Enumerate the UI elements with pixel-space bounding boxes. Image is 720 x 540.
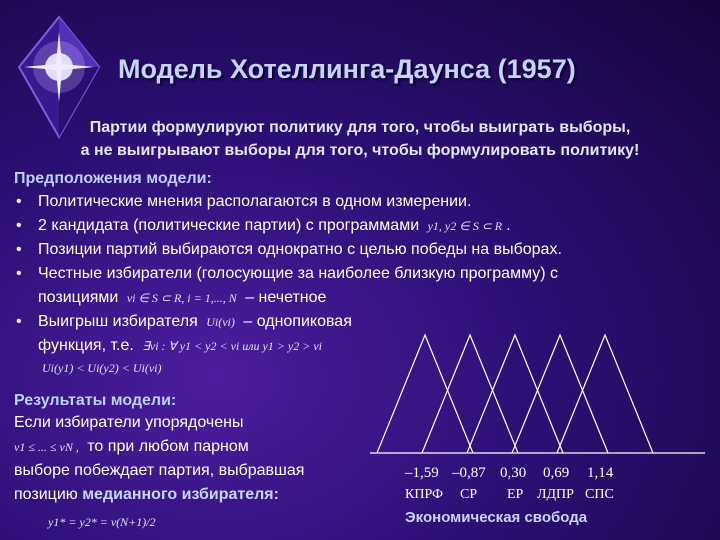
- bullet-icon: •: [16, 265, 22, 282]
- bullet-icon: •: [16, 241, 22, 258]
- results-line: выборе побеждает партия, выбравшая: [14, 462, 305, 479]
- results-text: [14, 411, 354, 537]
- party-label: КПРФ: [405, 487, 444, 502]
- list-item: [14, 190, 694, 214]
- assumption-text: позициями: [38, 289, 119, 306]
- list-item: • 2 кандидата (политические партии) с программами y1, y2 ∈ S ⊂ R .: [14, 214, 694, 238]
- voter-positions-formula: vi ∈ S ⊂ R, i = 1,..., N: [126, 291, 237, 305]
- order-formula: v1 ≤ ... ≤ vN ,: [14, 440, 79, 454]
- tick-label: –1,59: [405, 465, 439, 481]
- quote: [20, 116, 700, 162]
- quote-line-2: а не выигрывают выборы для того, чтобы формулировать политику!: [80, 142, 640, 159]
- tick-label: 0,30: [500, 465, 527, 481]
- results-line: Если избиратели упорядочены: [14, 414, 244, 431]
- assumption-text: – однопиковая: [243, 313, 352, 330]
- assumptions-heading: Предположения модели:: [14, 170, 212, 187]
- utility-peak: [467, 335, 563, 453]
- assumption-text: функция, т.е.: [38, 337, 134, 354]
- utility-formula: Ui(vi): [206, 315, 235, 329]
- party-positions-chart: [365, 325, 710, 530]
- assumption-text: Позиции партий выбираются однократно с целью победы на выборах.: [38, 241, 562, 258]
- list-item: [14, 262, 694, 310]
- assumption-text: 2 кандидата (политические партии) с программами: [38, 217, 420, 234]
- utility-peak: [422, 335, 518, 453]
- utility-peak: [557, 335, 653, 453]
- assumption-text: – нечетное: [245, 289, 327, 306]
- x-axis-label: Экономическая свобода: [405, 509, 588, 526]
- tick-label: 0,69: [543, 465, 570, 481]
- tick-label: 1,14: [587, 465, 614, 481]
- bullet-icon: •: [16, 217, 22, 234]
- tick-label: –0,87: [452, 465, 486, 481]
- party-label: ЕР: [507, 487, 524, 502]
- programs-formula: y1, y2 ∈ S ⊂ R: [427, 219, 503, 233]
- bullet-icon: •: [16, 193, 22, 210]
- utility-peak: [512, 335, 608, 453]
- utility-peak: [377, 335, 473, 453]
- peaks-svg: [365, 325, 710, 460]
- assumption-text: Выигрыш избирателя: [38, 313, 198, 330]
- results-heading: Результаты модели:: [14, 392, 177, 409]
- party-label: СПС: [585, 487, 614, 502]
- assumption-text: Честные избиратели (голосующие за наиболее близкую программу) с: [38, 265, 559, 282]
- single-peak-formula: ∃vi : ∀ y1 < y2 < vi или y1 > y2 > vi: [142, 339, 322, 353]
- quote-line-1: Партии формулируют политику для того, чтобы выиграть выборы,: [89, 119, 631, 136]
- party-label: СР: [460, 487, 478, 502]
- median-voter-highlight: медианного избирателя:: [82, 486, 279, 503]
- assumption-text: Политические мнения располагаются в одном измерении.: [38, 193, 472, 210]
- results-line: v1 ≤ ... ≤ vN , то при любом парном: [14, 438, 249, 455]
- single-peak-formula-2: Ui(y1) < Ui(y2) < Ui(vi): [42, 361, 162, 375]
- list-item: [14, 238, 694, 262]
- median-formula: y1* = y2* = v(N+1)/2: [48, 515, 156, 529]
- party-label: ЛДПР: [537, 487, 574, 502]
- bullet-icon: •: [16, 313, 22, 330]
- page-title: Модель Хотеллинга-Даунса (1957): [118, 54, 576, 84]
- results-line: позицию медианного избирателя:: [14, 486, 279, 503]
- results-line: [14, 507, 354, 537]
